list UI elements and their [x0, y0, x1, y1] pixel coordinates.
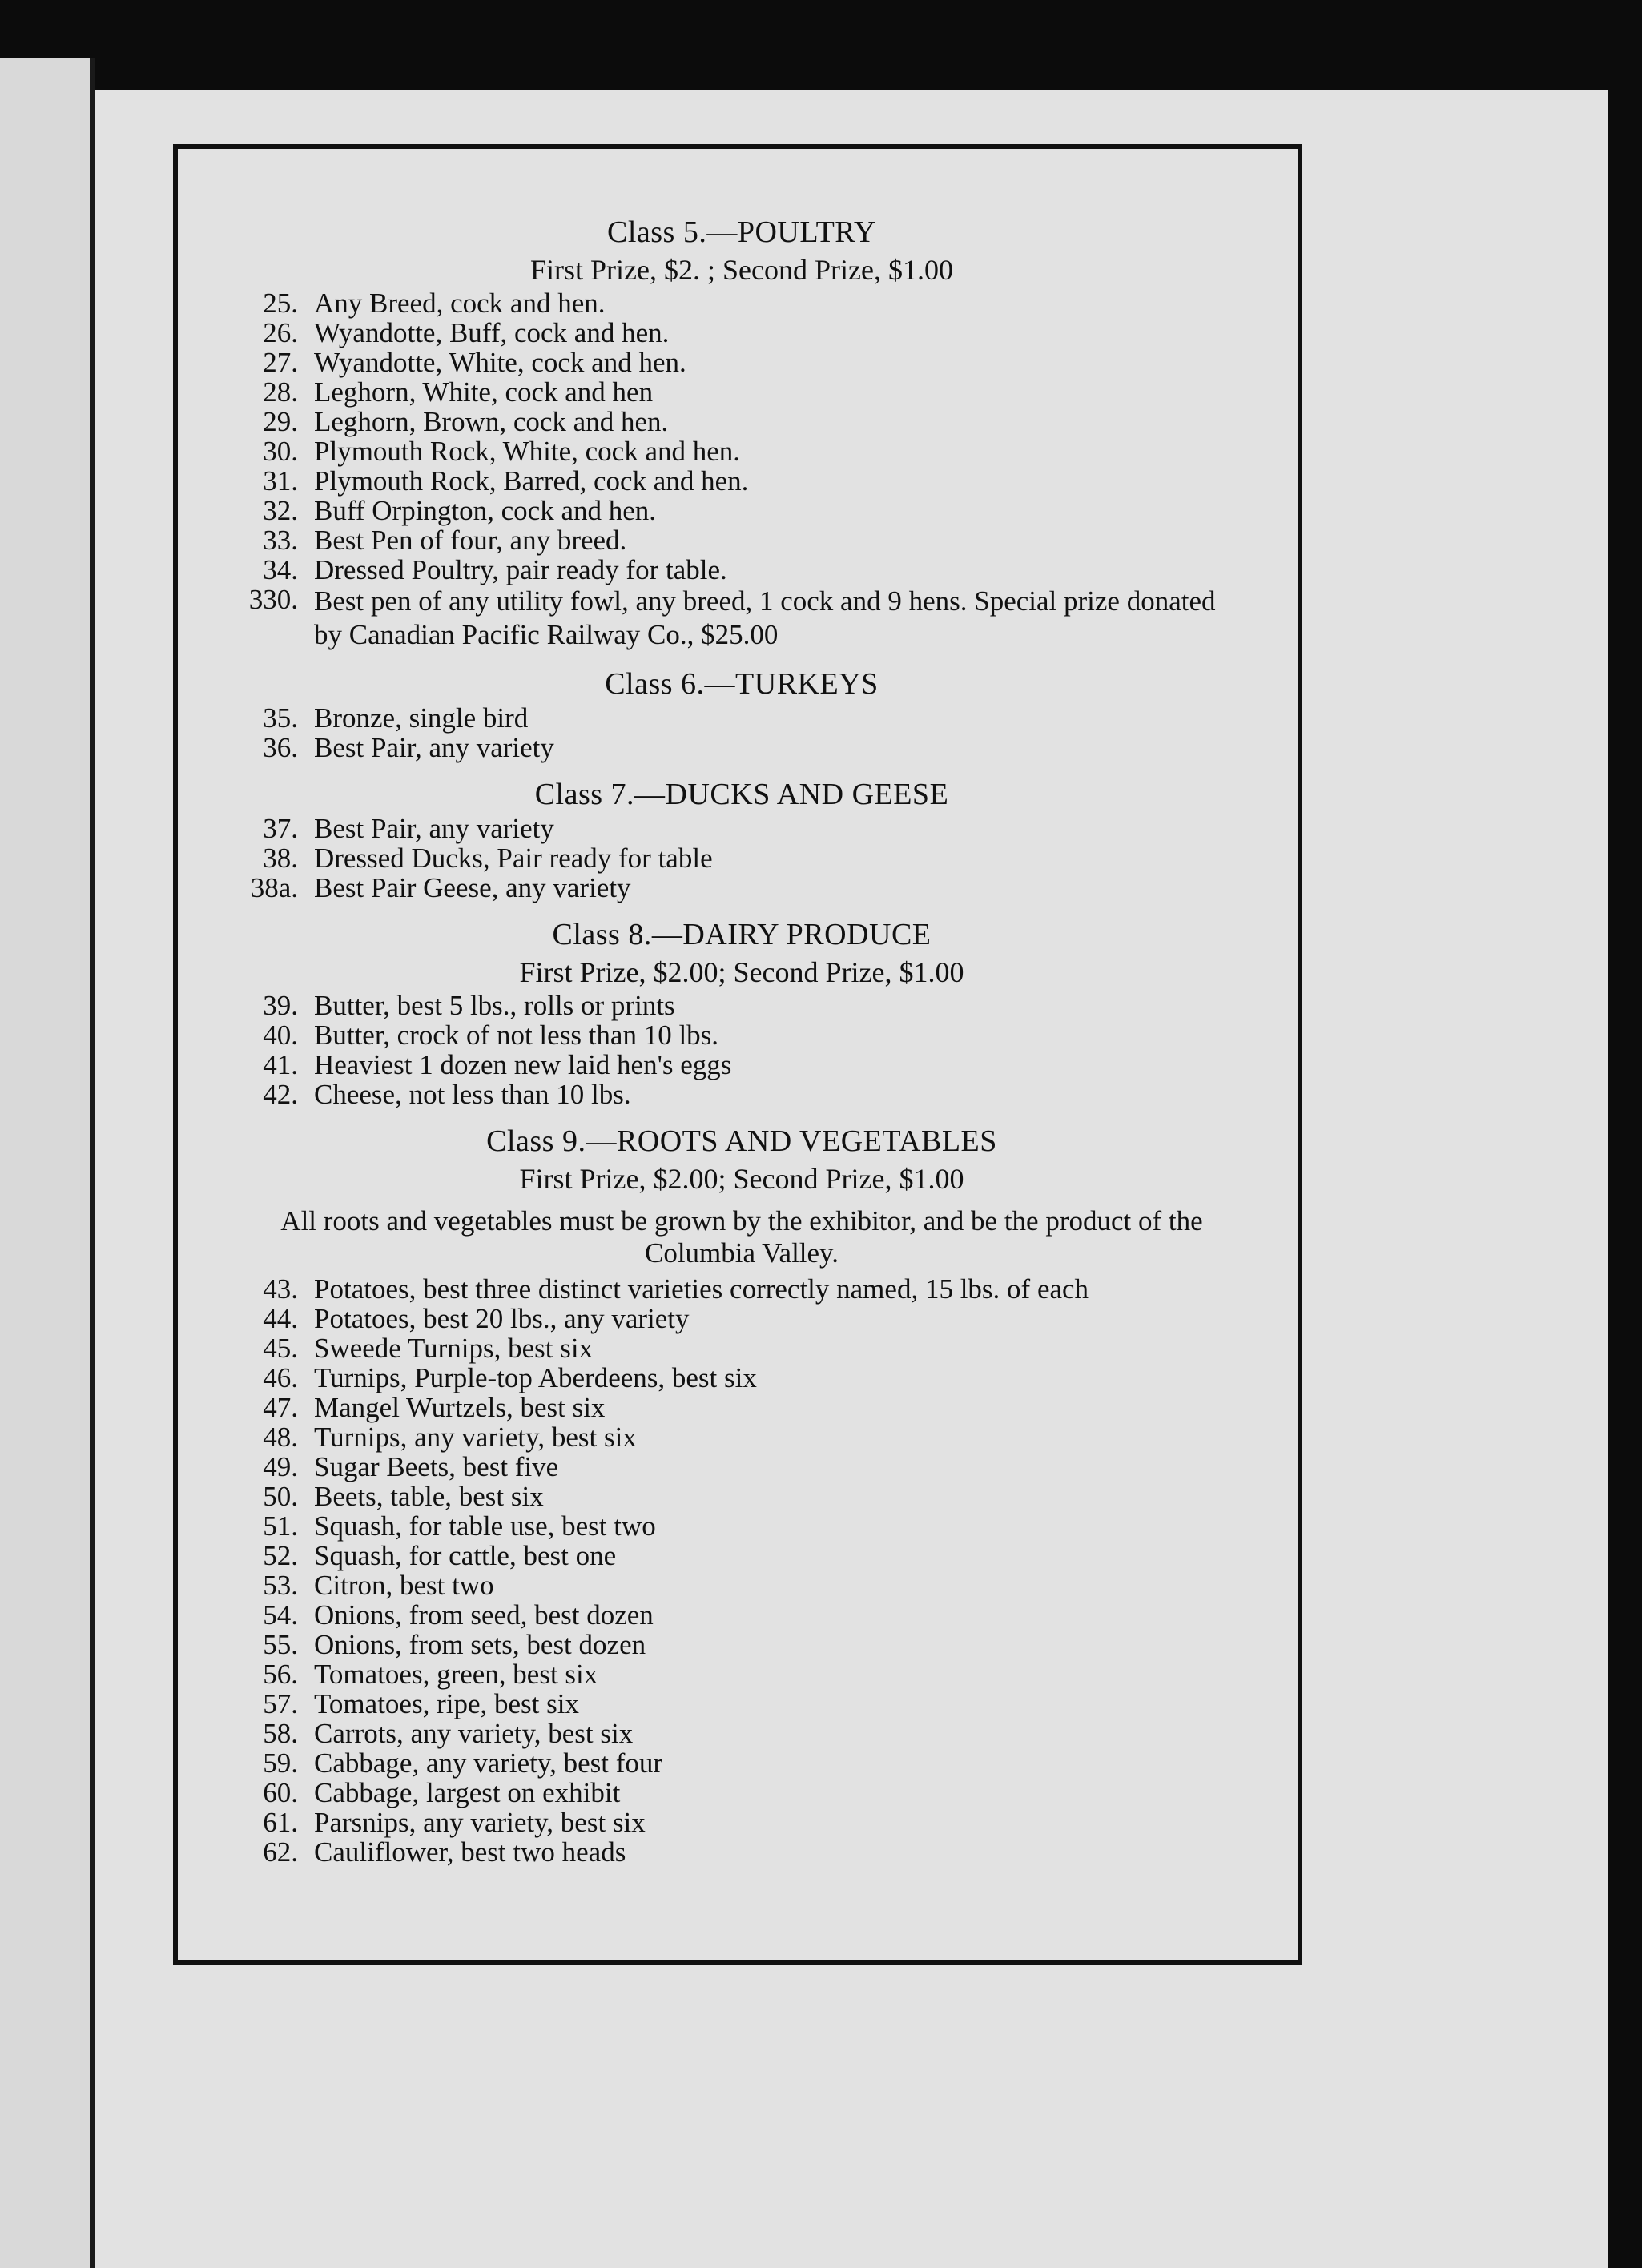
prize-entry — [234, 1422, 1250, 1452]
prize-entry — [234, 288, 1250, 318]
entry-number: 46. — [263, 1362, 298, 1393]
entry-number: 38a. — [250, 872, 298, 903]
entry-number: 62. — [263, 1836, 298, 1868]
prize-amounts: First Prize, $2.00; Second Prize, $1.00 — [519, 1163, 964, 1195]
entry-description: Carrots, any variety, best six — [314, 1718, 634, 1749]
entry-number: 55. — [263, 1629, 298, 1660]
prize-entry — [234, 843, 1250, 873]
prize-entry — [234, 407, 1250, 436]
prize-entry — [234, 1689, 1250, 1719]
entry-description: Heaviest 1 dozen new laid hen's eggs — [314, 1049, 732, 1080]
entry-description: Mangel Wurtzels, best six — [314, 1392, 606, 1423]
entry-description: Beets, table, best six — [314, 1481, 544, 1512]
entry-description: Tomatoes, ripe, best six — [314, 1688, 579, 1719]
entry-number: 48. — [263, 1422, 298, 1453]
prize-entry — [234, 703, 1250, 733]
prize-entry — [234, 1274, 1250, 1304]
class-heading: Class 8.—DAIRY PRODUCE — [552, 918, 932, 951]
entry-description: Best Pair, any variety — [314, 813, 554, 844]
prize-entry — [234, 1659, 1250, 1689]
entry-description: Dressed Ducks, Pair ready for table — [314, 842, 713, 874]
entry-description: Bronze, single bird — [314, 702, 529, 734]
prize-entry — [234, 1511, 1250, 1541]
class-heading: Class 5.—POULTRY — [607, 215, 876, 249]
entry-number: 36. — [263, 732, 298, 763]
facing-page — [0, 58, 93, 2268]
class-section — [234, 665, 1250, 762]
entry-description: Best pen of any utility fowl, any breed, 1 cock and 9 hens. Special prize donated by Canadian Pacific Railway Co., $25.00 — [314, 585, 1216, 650]
entry-number: 45. — [263, 1333, 298, 1364]
prize-list-frame — [173, 144, 1302, 1965]
entry-description: Cabbage, any variety, best four — [314, 1747, 663, 1779]
entry-description: Sugar Beets, best five — [314, 1451, 559, 1482]
entry-description: Onions, from seed, best dozen — [314, 1599, 654, 1631]
entry-description: Best Pair, any variety — [314, 732, 554, 763]
class-section — [234, 775, 1250, 903]
prize-amounts: First Prize, $2.00; Second Prize, $1.00 — [519, 956, 964, 988]
prize-entry — [234, 991, 1250, 1020]
prize-entry — [234, 1333, 1250, 1363]
prize-entry — [234, 1748, 1250, 1778]
entry-description: Citron, best two — [314, 1570, 494, 1601]
entry-number: 26. — [263, 317, 298, 348]
entry-number: 29. — [263, 406, 298, 437]
class-section — [234, 915, 1250, 1109]
entry-description: Any Breed, cock and hen. — [314, 288, 606, 319]
prize-entry — [234, 1080, 1250, 1109]
entry-description: Leghorn, Brown, cock and hen. — [314, 406, 669, 437]
entry-number: 32. — [263, 495, 298, 526]
entry-description: Squash, for table use, best two — [314, 1510, 656, 1542]
prize-entry — [234, 1482, 1250, 1511]
entry-number: 25. — [263, 288, 298, 319]
entry-description: Butter, best 5 lbs., rolls or prints — [314, 990, 675, 1021]
prize-entry — [234, 436, 1250, 466]
entry-description: Best Pair Geese, any variety — [314, 872, 631, 903]
prize-entry — [234, 1778, 1250, 1808]
entry-number: 57. — [263, 1688, 298, 1719]
entry-description: Wyandotte, Buff, cock and hen. — [314, 317, 670, 348]
entry-description: Sweede Turnips, best six — [314, 1333, 594, 1364]
entry-number: 51. — [263, 1510, 298, 1542]
prize-entry — [234, 1020, 1250, 1050]
entry-number: 50. — [263, 1481, 298, 1512]
entry-number: 27. — [263, 347, 298, 378]
entry-description: Buff Orpington, cock and hen. — [314, 495, 657, 526]
entry-description: Plymouth Rock, White, cock and hen. — [314, 436, 741, 467]
class-section — [234, 1122, 1250, 1867]
entry-number: 35. — [263, 702, 298, 734]
class-heading: Class 9.—ROOTS AND VEGETABLES — [486, 1124, 997, 1158]
entry-description: Plymouth Rock, Barred, cock and hen. — [314, 465, 749, 497]
entry-number: 33. — [263, 525, 298, 556]
prize-entry — [234, 1808, 1250, 1837]
prize-entry — [234, 1570, 1250, 1600]
entry-number: 58. — [263, 1718, 298, 1749]
entry-description: Wyandotte, White, cock and hen. — [314, 347, 686, 378]
entry-description: Butter, crock of not less than 10 lbs. — [314, 1019, 719, 1051]
entry-description: Turnips, Purple-top Aberdeens, best six — [314, 1362, 757, 1393]
entry-number: 54. — [263, 1599, 298, 1631]
entry-number: 31. — [263, 465, 298, 497]
entry-description: Tomatoes, green, best six — [314, 1659, 598, 1690]
entry-number: 56. — [263, 1659, 298, 1690]
prize-entry — [234, 1363, 1250, 1393]
entry-number: 49. — [263, 1451, 298, 1482]
prize-entry — [234, 1304, 1250, 1333]
prize-entry — [234, 1050, 1250, 1080]
class-heading: Class 6.—TURKEYS — [605, 667, 879, 701]
entry-number: 40. — [263, 1019, 298, 1051]
entry-number: 30. — [263, 436, 298, 467]
prize-entry — [234, 496, 1250, 525]
entry-number: 59. — [263, 1747, 298, 1779]
entry-description: Cheese, not less than 10 lbs. — [314, 1079, 631, 1110]
entry-description: Leghorn, White, cock and hen — [314, 376, 654, 408]
prize-entry — [234, 1541, 1250, 1570]
prize-entry — [234, 814, 1250, 843]
entry-description: Cauliflower, best two heads — [314, 1836, 626, 1868]
prize-list — [234, 213, 1250, 1880]
entry-number: 28. — [263, 376, 298, 408]
prize-entry — [234, 733, 1250, 762]
entry-number: 41. — [263, 1049, 298, 1080]
prize-entry — [234, 318, 1250, 348]
entry-description: Onions, from sets, best dozen — [314, 1629, 646, 1660]
entry-description: Squash, for cattle, best one — [314, 1540, 617, 1571]
entry-number: 43. — [263, 1273, 298, 1305]
entry-number: 44. — [263, 1303, 298, 1334]
prize-entry — [234, 1630, 1250, 1659]
entry-number: 52. — [263, 1540, 298, 1571]
entry-number: 37. — [263, 813, 298, 844]
prize-entry — [234, 1393, 1250, 1422]
entry-description: Cabbage, largest on exhibit — [314, 1777, 621, 1808]
entry-number: 34. — [263, 554, 298, 585]
prize-entry — [234, 525, 1250, 555]
prize-entry — [234, 873, 1250, 903]
prize-entry — [234, 1600, 1250, 1630]
entry-number: 330. — [248, 584, 298, 615]
entry-number: 60. — [263, 1777, 298, 1808]
prize-entry — [234, 1452, 1250, 1482]
class-heading: Class 7.—DUCKS AND GEESE — [534, 778, 949, 811]
prize-entry — [234, 1837, 1250, 1867]
entry-description: Potatoes, best three distinct varieties correctly named, 15 lbs. of each — [314, 1273, 1089, 1305]
prize-entry — [234, 585, 1250, 652]
prize-entry — [234, 1719, 1250, 1748]
entry-number: 47. — [263, 1392, 298, 1423]
entry-number: 38. — [263, 842, 298, 874]
entry-description: Parsnips, any variety, best six — [314, 1807, 646, 1838]
entry-description: Dressed Poultry, pair ready for table. — [314, 554, 727, 585]
entry-description: Best Pen of four, any breed. — [314, 525, 627, 556]
entry-number: 42. — [263, 1079, 298, 1110]
class-note: All roots and vegetables must be grown by the exhibitor, and be the product of the Columbia Valley. — [280, 1205, 1203, 1269]
prize-entry — [234, 377, 1250, 407]
prize-amounts: First Prize, $2. ; Second Prize, $1.00 — [530, 254, 953, 286]
entry-number: 53. — [263, 1570, 298, 1601]
class-section — [234, 213, 1250, 652]
prize-entry — [234, 348, 1250, 377]
entry-description: Turnips, any variety, best six — [314, 1422, 637, 1453]
entry-number: 61. — [263, 1807, 298, 1838]
entry-number: 39. — [263, 990, 298, 1021]
entry-description: Potatoes, best 20 lbs., any variety — [314, 1303, 690, 1334]
prize-entry — [234, 466, 1250, 496]
prize-entry — [234, 555, 1250, 585]
